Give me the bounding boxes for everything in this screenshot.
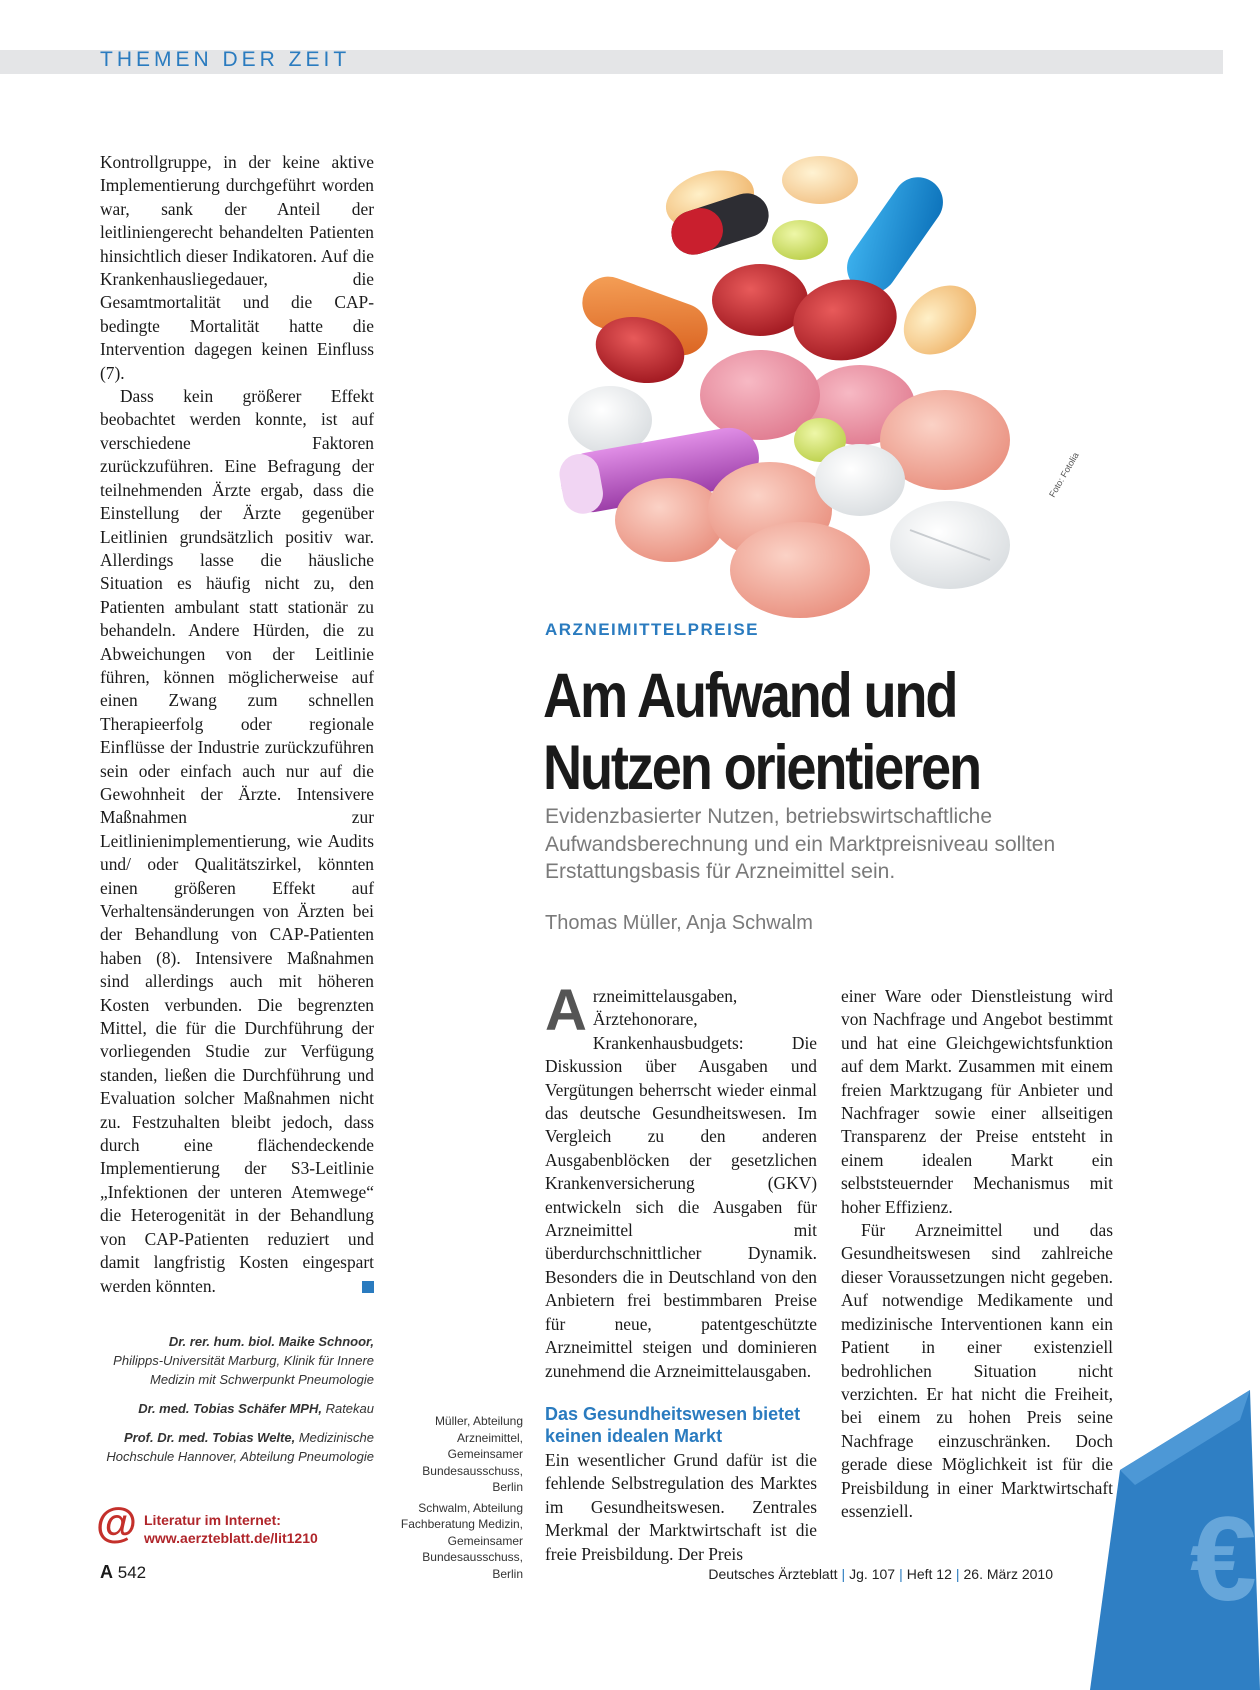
- journal-date: 26. März 2010: [963, 1566, 1053, 1582]
- author-entry: [100, 1332, 374, 1389]
- headline-line: Nutzen orientieren: [543, 733, 980, 803]
- author-name: Dr. med. Tobias Schäfer MPH,: [138, 1401, 322, 1416]
- article-headline: [543, 660, 980, 804]
- headline-line: Am Aufwand und: [543, 661, 957, 731]
- paragraph: Kontrollgruppe, in der keine aktive Implementierung durchgeführt worden war, sank der Anteil der leitliniengerecht behandelten Patienten hinsichtlich dieser Indikatoren. Auf die Krankenhausliegedauer, die Gesamtmortalität und die CAP-bedingte Mortalität hatte die Intervention dagegen keinen Einfluss (7).: [100, 152, 374, 383]
- literature-url[interactable]: www.aerzteblatt.de/lit1210: [144, 1530, 318, 1546]
- column-middle: [545, 978, 817, 1566]
- journal-volume: Jg. 107: [849, 1566, 896, 1582]
- paragraph: [545, 978, 817, 1383]
- separator: |: [955, 1566, 960, 1582]
- article-deck: Evidenzbasierter Nutzen, betriebswirtschaftliche Aufwandsberechnung und ein Marktpreisniveau sollten Erstattungsbasis für Arzneimittel sein.: [545, 805, 1056, 883]
- article-kicker: ARZNEIMITTELPREISE: [545, 620, 760, 639]
- journal-name: Deutsches Ärzteblatt: [708, 1566, 838, 1582]
- paragraph: Für Arzneimittel und das Gesundheitswesen sind zahlreiche dieser Voraussetzungen nicht gegeben. Auf notwendige Medikamente und medizinische Interventionen kann ein Patient in einer existenziell bedrohlichen Situation nicht verzichten. Er hat nicht die Freiheit, bei einem zu hohen Preis seine Nachfrage einzuschränken. Doch gerade diese Möglichkeit ist für die Preisbildung in einer Marktwirtschaft essenziell.: [841, 1220, 1113, 1521]
- author-note: Schwalm, Abteilung Fachberatung Medizin, Gemeinsamer Bundesausschuss, Berlin: [400, 1500, 523, 1581]
- journal-issue: Heft 12: [906, 1566, 952, 1582]
- footer-citation: [708, 1566, 1053, 1582]
- photo-credit: Foto: Fotolia: [1047, 450, 1081, 499]
- author-note: Müller, Abteilung Arzneimittel, Gemeinsamer Bundesausschuss, Berlin: [422, 1414, 523, 1494]
- end-mark-icon: [362, 1281, 374, 1293]
- page-number: [100, 1562, 146, 1583]
- paragraph: Ein wesentlicher Grund dafür ist die fehlende Selbstregulation des Marktes im Gesundheitswesen. Zentrales Merkmal der Marktwirtschaft ist die freie Preisbildung. Der Preis: [545, 1449, 817, 1564]
- at-sign-icon: @: [96, 1499, 137, 1546]
- page-number-value: 542: [117, 1563, 147, 1582]
- dropcap: A: [545, 978, 587, 1043]
- author-affiliation: Philipps-Universität Marburg, Klinik für Innere Medizin mit Schwerpunkt Pneumologie: [113, 1353, 374, 1387]
- page-prefix: A: [100, 1562, 113, 1582]
- paragraph: [100, 385, 374, 1298]
- paragraph-text: rzneimittelausgaben, Ärztehonorare, Krankenhausbudgets: Die Diskussion über Ausgaben und Vergütungen beherrscht wieder einmal das deutsche Gesundheitswesen. Im Vergleich zu den anderen Ausgabenblöcken der gesetzlichen Krankenversicherung (GKV) entwickeln sich die Ausgaben für Arzneimittel mit überdurchschnittlicher Dynamik. Besonders die in Deutschland von den Anbietern frei bestimmbaren Preise für neue, patentgeschützte Arzneimittel steigen und dominieren zunehmend die Arzneimittelausgaben.: [545, 986, 817, 1381]
- article-subheading: Das Gesundheitswesen bietet keinen idealen Markt: [545, 1403, 801, 1446]
- column-left: [100, 151, 374, 1298]
- author-notes: [396, 1413, 523, 1586]
- author-entry: [100, 1428, 374, 1466]
- article-byline: Thomas Müller, Anja Schwalm: [545, 912, 813, 934]
- literature-label: Literatur im Internet:: [144, 1512, 281, 1528]
- section-label: THEMEN DER ZEIT: [100, 48, 351, 71]
- paragraph-text: Dass kein größerer Effekt beobachtet werden konnte, ist auf verschiedene Faktoren zurückzuführen. Eine Befragung der teilnehmenden Ärzte ergab, dass die Einstellung der Ärzte gegenüber Leitlinien grundsätzlich positiv war. Allerdings lasse die häusliche Situation es häufig nicht zu, den Patienten ambulant statt stationär zu behandeln. Andere Hürden, die zu Abweichungen von der Leitlinie führen, können möglicherweise auf einen Zwang zum schnellen Therapieerfolg oder regionale Einflüsse der Industrie zurückzuführen sein oder einfach auch nur auf die Gewohnheit der Ärzte. Intensivere Maßnahmen zur Leitlinienimplementierung, wie Audits und/ oder Qualitätszirkel, könnten einen größeren Effekt auf Verhaltensänderungen von Ärzten bei der Behandlung von CAP-Patienten haben (8). Intensivere Maßnahmen sind allerdings auch mit höheren Kosten verbunden. Die begrenzten Mittel, die für die Durchführung der vorliegenden Studie zur Verfügung standen, ließen die Durchführung und Evaluation solcher Maßnahmen nicht zu. Festzuhalten bleibt jedoch, dass durch eine flächendeckende Implementierung der S3-Leitlinie „Infektionen der unteren Atemwege“ die Heterogenität in der Behandlung von CAP-Patienten reduziert und damit langfristig Kosten eingespart werden könnten.: [100, 386, 374, 1296]
- pills-photo: [560, 150, 1223, 620]
- author-name: Dr. rer. hum. biol. Maike Schnoor,: [168, 1334, 374, 1349]
- literature-link[interactable]: [96, 1499, 386, 1548]
- author-entry: [100, 1399, 374, 1418]
- author-name: Prof. Dr. med. Tobias Welte,: [124, 1430, 296, 1445]
- column-right: [841, 985, 1113, 1523]
- separator: |: [841, 1566, 846, 1582]
- euro-coin-icon: [1080, 1390, 1260, 1690]
- author-affiliation: Medizinische Hochschule Hannover, Abteilung Pneumologie: [106, 1430, 374, 1464]
- svg-text:€: €: [1190, 1492, 1257, 1626]
- separator: |: [899, 1566, 903, 1582]
- author-affiliation: Ratekau: [325, 1401, 374, 1416]
- paragraph: einer Ware oder Dienstleistung wird von Nachfrage und Angebot bestimmt und hat eine Gleichgewichtsfunktion auf dem Markt. Zusammen mit einem freien Marktzugang für Anbieter und Nachfrager sowie einer allseitigen Transparenz der Preise entsteht in einem idealen Markt ein selbststeuernder Mechanismus mit hoher Effizienz.: [841, 986, 1113, 1217]
- author-affiliations: [100, 1332, 374, 1476]
